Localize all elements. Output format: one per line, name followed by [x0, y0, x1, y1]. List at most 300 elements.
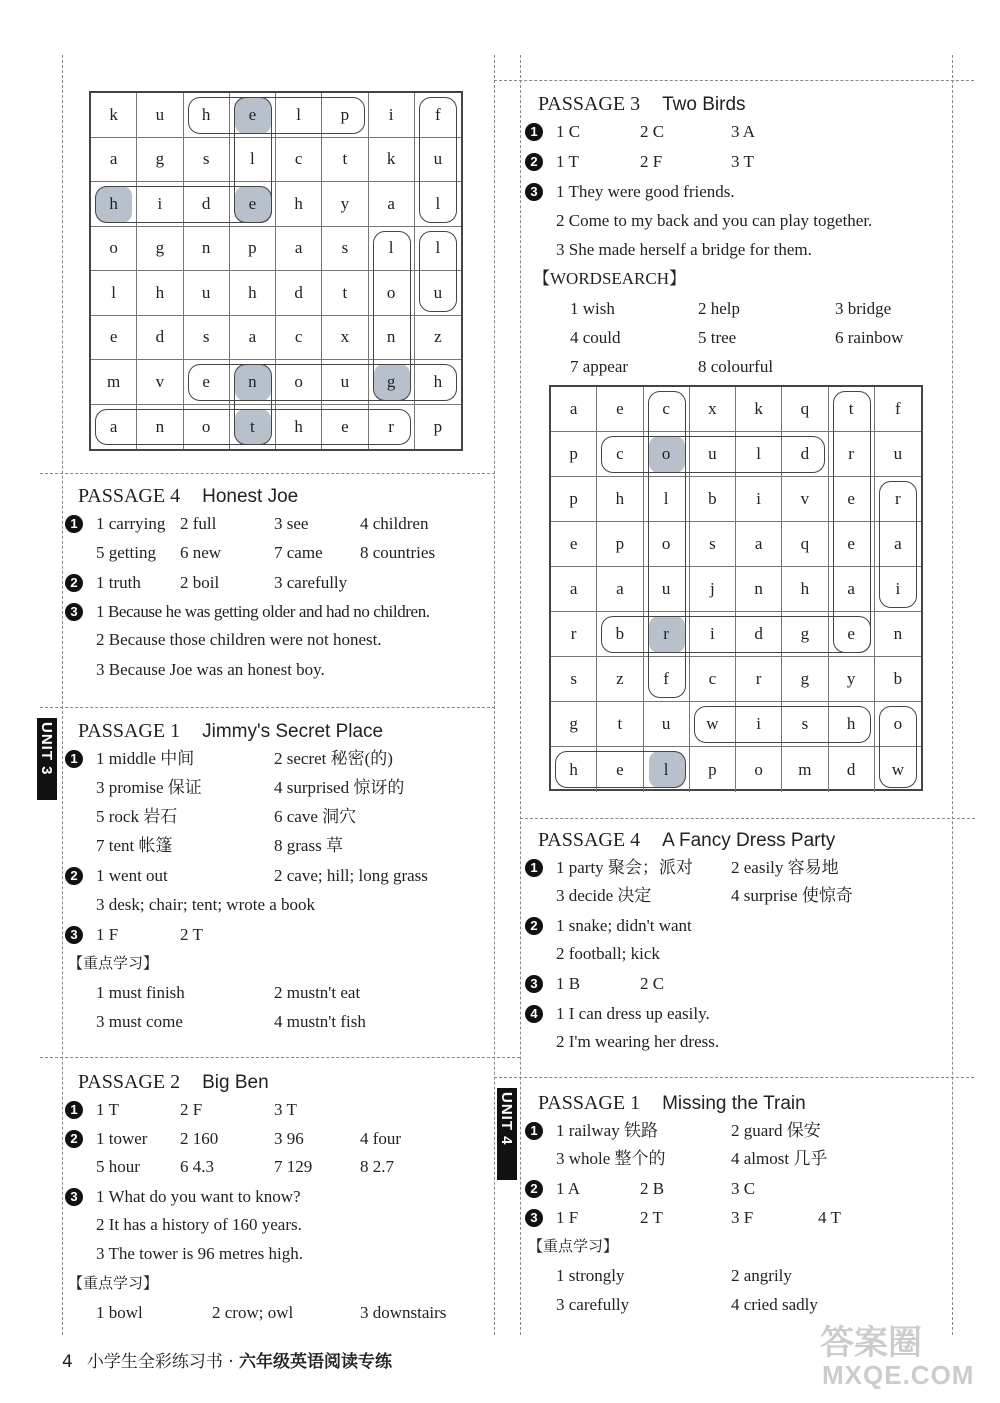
- bullet-2-icon: 2: [65, 1130, 83, 1148]
- bullet-1-icon: 1: [65, 515, 83, 533]
- grid-cell: u: [644, 567, 690, 612]
- unit-3-tab: [37, 718, 57, 800]
- answer-item: 1 T: [96, 1100, 119, 1119]
- passage-name: A Fancy Dress Party: [662, 830, 836, 851]
- grid-cell: p: [322, 93, 368, 138]
- grid-cell: j: [690, 567, 736, 612]
- answer-item: 1 C: [556, 122, 581, 141]
- grid-cell: s: [184, 316, 230, 361]
- grid-cell: w: [891, 759, 905, 779]
- grid-cell: p: [230, 227, 276, 272]
- answer-item: 1 snake; didn't want: [556, 916, 692, 935]
- bullet-4-icon: 4: [525, 1005, 543, 1023]
- word-highlight: [234, 364, 272, 445]
- answer-item: 2 full: [180, 514, 217, 533]
- word-highlight: [879, 481, 917, 608]
- grid-cell: v: [782, 477, 828, 522]
- column-divider-center: [494, 55, 495, 1335]
- answer-item: 2 F: [640, 152, 663, 171]
- grid-cell: d: [276, 271, 322, 316]
- grid-cell: p: [433, 416, 443, 436]
- grid-cell: g: [782, 612, 828, 657]
- grid-cell: i: [875, 567, 921, 612]
- grid-cell: s: [782, 702, 828, 747]
- divider-right-1: [520, 818, 975, 819]
- grid-cell: k: [736, 387, 782, 432]
- answer-item: 3 T: [274, 1100, 297, 1119]
- grid-cell: h: [276, 405, 322, 450]
- grid-cell: t: [829, 387, 875, 432]
- divider-right-top: [494, 80, 974, 81]
- grid-cell: n: [875, 612, 921, 657]
- answer-item: 2 It has a history of 160 years.: [96, 1215, 302, 1234]
- divider-right-2: [494, 1077, 974, 1078]
- answer-item: 4 four: [360, 1129, 402, 1148]
- grid-cell: u: [875, 432, 921, 477]
- grid-cell: t: [597, 702, 643, 747]
- answer-item: 8 countries: [360, 543, 436, 562]
- grid-cell: h: [230, 271, 276, 316]
- passage-name: Big Ben: [202, 1072, 269, 1093]
- grid-cell: a: [276, 227, 322, 272]
- grid-cell: p: [597, 522, 643, 567]
- passage-name: Missing the Train: [662, 1093, 806, 1114]
- answer-item: 1 party 聚会；派对: [556, 858, 693, 877]
- grid-cell: e: [230, 182, 276, 227]
- answer-item: 3 carefully: [274, 573, 348, 592]
- passage-label: PASSAGE 2: [78, 1071, 181, 1093]
- answer-item: 8 2.7: [360, 1157, 394, 1176]
- answer-item: 2 cave; hill; long grass: [274, 866, 428, 885]
- answer-item: 5 tree: [698, 328, 737, 347]
- answer-item: 4 T: [818, 1208, 841, 1227]
- answer-item: 6 new: [180, 543, 222, 562]
- answer-item: 1 F: [556, 1208, 579, 1227]
- answer-item: 3 downstairs: [360, 1303, 447, 1322]
- grid-cell: n: [184, 227, 230, 272]
- grid-cell: u: [644, 702, 690, 747]
- grid-cell: f: [644, 657, 690, 702]
- bullet-1-icon: 1: [65, 750, 83, 768]
- answer-item: 3 see: [274, 514, 309, 533]
- grid-cell: f: [875, 387, 921, 432]
- wordsearch-label: 【WORDSEARCH】: [533, 269, 687, 288]
- answer-item: 7 appear: [570, 357, 629, 376]
- answer-item: 4 cried sadly: [731, 1295, 818, 1314]
- answer-item: 1 A: [556, 1179, 581, 1198]
- answer-item: 1 carrying: [96, 514, 166, 533]
- answer-item: 1 went out: [96, 866, 168, 885]
- answer-item: 4 surprised 惊讶的: [274, 778, 405, 797]
- grid-cell: u: [415, 271, 461, 316]
- grid-cell: m: [91, 360, 137, 405]
- book-title: 六年级英语阅读专练: [239, 1352, 393, 1372]
- answer-item: 1 wish: [570, 299, 615, 318]
- grid-cell: x: [322, 316, 368, 361]
- answer-item: 2 easily 容易地: [731, 858, 839, 877]
- bullet-3-icon: 3: [525, 975, 543, 993]
- grid-cell: o: [184, 405, 230, 450]
- bullet-3-icon: 3: [525, 1209, 543, 1227]
- answer-item: 3 T: [731, 152, 754, 171]
- key-label: 【重点学习】: [68, 954, 159, 972]
- grid-cell: h: [829, 702, 875, 747]
- grid-cell: b: [597, 612, 643, 657]
- answer-item: 3 decide 决定: [556, 886, 652, 905]
- answer-item: 2 guard 保安: [731, 1121, 821, 1140]
- wordsearch-grid-1: [89, 91, 463, 451]
- answer-item: 3 Because Joe was an honest boy.: [96, 660, 325, 679]
- bullet-3-icon: 3: [65, 926, 83, 944]
- grid-cell: e: [230, 93, 276, 138]
- grid-cell: x: [690, 387, 736, 432]
- answer-item: 4 children: [360, 514, 429, 533]
- bullet-3-icon: 3: [65, 1188, 83, 1206]
- grid-cell: o: [644, 522, 690, 567]
- answer-item: 1 railway 铁路: [556, 1121, 658, 1140]
- answer-item: 7 came: [274, 543, 323, 562]
- word-highlight: [95, 186, 272, 223]
- answer-item: 3 must come: [96, 1012, 183, 1031]
- word-highlight: [188, 97, 365, 134]
- grid-cell: c: [690, 657, 736, 702]
- answer-item: 2 B: [640, 1179, 665, 1198]
- unit-4-label: UNIT 4: [498, 1092, 515, 1146]
- grid-cell: o: [875, 702, 921, 747]
- passage-label: PASSAGE 1: [538, 1092, 641, 1114]
- answer-item: 2 I'm wearing her dress.: [556, 1032, 720, 1051]
- grid-cell: n: [137, 405, 183, 450]
- bullet-2-icon: 2: [65, 867, 83, 885]
- passage-label: PASSAGE 1: [78, 720, 181, 742]
- grid-cell: h: [276, 182, 322, 227]
- word-highlight: [694, 706, 871, 743]
- grid-cell: a: [736, 522, 782, 567]
- grid-cell: a: [829, 567, 875, 612]
- bullet-2-icon: 2: [525, 153, 543, 171]
- grid-cell: d: [137, 316, 183, 361]
- answer-item: 2 T: [180, 925, 203, 944]
- answer-item: 3 She made herself a bridge for them.: [556, 240, 812, 259]
- passage-title-jimmy: [78, 720, 383, 743]
- grid-cell: w: [690, 702, 736, 747]
- answer-item: 3 A: [731, 122, 756, 141]
- word-highlight: [419, 97, 457, 223]
- grid-cell: f: [415, 93, 461, 138]
- grid-cell: e: [184, 360, 230, 405]
- grid-cell: t: [322, 271, 368, 316]
- answer-item: 3 C: [731, 1179, 756, 1198]
- key-label: 【重点学习】: [68, 1274, 159, 1292]
- grid-cell: r: [644, 612, 690, 657]
- answer-item: 2 Come to my back and you can play together.: [556, 211, 873, 230]
- grid-cell: h: [597, 477, 643, 522]
- grid-cell: p: [551, 432, 597, 477]
- answer-item: 2 football; kick: [556, 944, 660, 963]
- page-number: 4: [62, 1352, 73, 1372]
- grid-cell: c: [276, 138, 322, 183]
- answer-item: 1 T: [556, 152, 579, 171]
- answer-item: 2 Because those children were not honest.: [96, 630, 382, 649]
- answer-item: 1 Because he was getting older and had no children.: [96, 602, 430, 621]
- grid-cell: e: [551, 522, 597, 567]
- grid-cell: r: [369, 405, 415, 450]
- grid-cell: h: [415, 360, 461, 405]
- answer-item: 3 F: [731, 1208, 754, 1227]
- grid-cell: d: [782, 432, 828, 477]
- grid-cell: a: [369, 182, 415, 227]
- grid-cell: h: [137, 271, 183, 316]
- grid-cell: n: [230, 360, 276, 405]
- answer-item: 2 angrily: [731, 1266, 792, 1285]
- grid-cell: g: [369, 360, 415, 405]
- answer-item: 7 129: [274, 1157, 313, 1176]
- grid-cell: s: [322, 227, 368, 272]
- answer-item: 2 secret 秘密(的): [274, 749, 393, 768]
- grid-cell: p: [551, 477, 597, 522]
- grid-cell: g: [137, 227, 183, 272]
- answer-item: 1 B: [556, 974, 581, 993]
- grid-cell: h: [184, 93, 230, 138]
- bullet-1-icon: 1: [65, 1101, 83, 1119]
- answer-item: 8 grass 草: [274, 836, 343, 855]
- grid-cell: a: [91, 405, 137, 450]
- answer-item: 6 cave 洞穴: [274, 807, 357, 826]
- word-highlight: [601, 616, 871, 653]
- bullet-3-icon: 3: [525, 183, 543, 201]
- page-footer: [62, 1347, 392, 1372]
- column-divider-left: [62, 55, 63, 1335]
- grid-cell: n: [369, 316, 415, 361]
- grid-cell: l: [369, 227, 415, 272]
- grid-cell: a: [875, 522, 921, 567]
- answer-item: 1 must finish: [96, 983, 185, 1002]
- grid-cell: l: [736, 432, 782, 477]
- grid-cell: y: [829, 657, 875, 702]
- grid-cell: a: [551, 387, 597, 432]
- watermark-logo: 答案圈: [820, 1323, 922, 1363]
- grid-cell: p: [690, 747, 736, 792]
- grid-cell: i: [736, 702, 782, 747]
- grid-cell: h: [91, 182, 137, 227]
- answer-item: 3 desk; chair; tent; wrote a book: [96, 895, 316, 914]
- answer-item: 4 mustn't fish: [274, 1012, 366, 1031]
- word-highlight: [601, 436, 824, 473]
- divider-left-2: [40, 707, 495, 708]
- passage-title-big-ben: [78, 1071, 269, 1094]
- grid-cell: o: [91, 227, 137, 272]
- answer-item: 2 mustn't eat: [274, 983, 361, 1002]
- passage-title-fancy-dress: [538, 829, 835, 852]
- grid-cell: h: [551, 747, 597, 792]
- grid-cell: c: [644, 387, 690, 432]
- grid-cell: r: [829, 432, 875, 477]
- grid-cell: s: [690, 522, 736, 567]
- unit-4-tab: [497, 1088, 517, 1180]
- word-highlight: [879, 706, 917, 788]
- grid-cell: c: [597, 432, 643, 477]
- grid-cell: a: [91, 138, 137, 183]
- grid-cell: o: [736, 747, 782, 792]
- grid-cell: b: [690, 477, 736, 522]
- grid-cell: b: [875, 657, 921, 702]
- grid-cell: o: [276, 360, 322, 405]
- answer-item: 1 bowl: [96, 1303, 143, 1322]
- grid-cell: k: [91, 93, 137, 138]
- grid-cell: e: [829, 477, 875, 522]
- grid-cell: c: [276, 316, 322, 361]
- answer-item: 2 help: [698, 299, 741, 318]
- answer-item: 4 could: [570, 328, 621, 347]
- watermark-url: MXQE.COM: [822, 1360, 975, 1390]
- grid-cell: s: [551, 657, 597, 702]
- grid-cell: n: [736, 567, 782, 612]
- answer-item: 3 carefully: [556, 1295, 630, 1314]
- answer-item: 3 promise 保证: [96, 778, 202, 797]
- grid-cell: o: [369, 271, 415, 316]
- grid-cell: e: [322, 405, 368, 450]
- grid-cell: e: [829, 612, 875, 657]
- bullet-1-icon: 1: [525, 123, 543, 141]
- answer-item: 2 T: [640, 1208, 663, 1227]
- bullet-1-icon: 1: [525, 859, 543, 877]
- unit-3-label: UNIT 3: [38, 722, 55, 776]
- passage-title-missing-train: [538, 1092, 806, 1115]
- word-highlight: [188, 364, 458, 401]
- answer-item: 1 What do you want to know?: [96, 1187, 301, 1206]
- grid-cell: r: [736, 657, 782, 702]
- grid-cell: i: [137, 182, 183, 227]
- grid-cell: e: [91, 316, 137, 361]
- grid-cell: q: [782, 387, 828, 432]
- passage-label: PASSAGE 3: [538, 93, 641, 115]
- grid-cell: t: [322, 138, 368, 183]
- divider-left-1: [40, 473, 495, 474]
- answer-item: 7 tent 帐篷: [96, 836, 173, 855]
- grid-cell: u: [137, 93, 183, 138]
- grid-cell: t: [230, 405, 276, 450]
- grid-cell: d: [736, 612, 782, 657]
- bullet-1-icon: 1: [525, 1122, 543, 1140]
- grid-cell: m: [782, 747, 828, 792]
- grid-cell: g: [137, 138, 183, 183]
- answer-item: 1 F: [96, 925, 119, 944]
- grid-cell: i: [736, 477, 782, 522]
- answer-item: 3 bridge: [835, 299, 892, 318]
- key-label: 【重点学习】: [528, 1237, 619, 1255]
- column-divider-center2: [520, 55, 521, 1335]
- grid-cell: l: [91, 271, 137, 316]
- grid-cell: g: [782, 657, 828, 702]
- grid-cell: i: [369, 93, 415, 138]
- grid-cell: q: [782, 522, 828, 567]
- grid-cell: a: [230, 316, 276, 361]
- grid-cell: l: [644, 477, 690, 522]
- grid-cell: a: [551, 567, 597, 612]
- grid-cell: i: [690, 612, 736, 657]
- grid-cell: l: [230, 138, 276, 183]
- bullet-2-icon: 2: [65, 574, 83, 592]
- passage-label: PASSAGE 4: [538, 829, 641, 851]
- grid-cell: l: [276, 93, 322, 138]
- grid-cell: r: [551, 612, 597, 657]
- answer-item: 2 C: [640, 122, 665, 141]
- answer-item: 6 rainbow: [835, 328, 904, 347]
- answer-item: 2 F: [180, 1100, 203, 1119]
- grid-cell: u: [415, 138, 461, 183]
- grid-cell: d: [184, 182, 230, 227]
- bullet-3-icon: 3: [65, 603, 83, 621]
- answer-item: 6 4.3: [180, 1157, 214, 1176]
- word-highlight: [419, 231, 457, 312]
- answer-item: 2 C: [640, 974, 665, 993]
- grid-cell: a: [597, 567, 643, 612]
- wordsearch-grid-2: [549, 385, 923, 791]
- grid-cell: r: [875, 477, 921, 522]
- passage-name: Jimmy's Secret Place: [202, 721, 384, 742]
- divider-left-3: [40, 1057, 520, 1058]
- answer-item: 3 96: [274, 1129, 304, 1148]
- answer-item: 5 getting: [96, 543, 156, 562]
- answer-item: 3 The tower is 96 metres high.: [96, 1244, 303, 1263]
- grid-cell: l: [644, 747, 690, 792]
- grid-cell: e: [829, 522, 875, 567]
- answer-item: 3 whole 整个的: [556, 1149, 666, 1168]
- grid-cell: d: [829, 747, 875, 792]
- word-highlight: [833, 391, 871, 653]
- column-divider-right: [952, 55, 953, 1335]
- answer-item: 5 rock 岩石: [96, 807, 178, 826]
- grid-cell: z: [597, 657, 643, 702]
- grid-cell: o: [644, 432, 690, 477]
- grid-cell: u: [184, 271, 230, 316]
- answer-item: 1 middle 中间: [96, 749, 195, 768]
- answer-item: 1 tower: [96, 1129, 148, 1148]
- word-highlight: [555, 751, 686, 788]
- bullet-2-icon: 2: [525, 1180, 543, 1198]
- grid-cell: e: [597, 387, 643, 432]
- answer-item: 8 colourful: [698, 357, 774, 376]
- answer-item: 4 almost 几乎: [731, 1149, 828, 1168]
- grid-cell: v: [137, 360, 183, 405]
- answer-item: 4 surprise 使惊奇: [731, 886, 853, 905]
- passage-title-honest-joe: [78, 485, 298, 508]
- grid-cell: s: [184, 138, 230, 183]
- answer-item: 1 They were good friends.: [556, 182, 735, 201]
- grid-cell: y: [322, 182, 368, 227]
- answer-item: 5 hour: [96, 1157, 140, 1176]
- series-title: 小学生全彩练习书 ·: [86, 1352, 240, 1372]
- answer-item: 1 strongly: [556, 1266, 625, 1285]
- grid-cell: g: [551, 702, 597, 747]
- bullet-2-icon: 2: [525, 917, 543, 935]
- grid-cell: e: [597, 747, 643, 792]
- answer-item: 2 160: [180, 1129, 219, 1148]
- grid-cell: u: [322, 360, 368, 405]
- passage-label: PASSAGE 4: [78, 485, 181, 507]
- answer-item: 2 boil: [180, 573, 220, 592]
- grid-cell: k: [369, 138, 415, 183]
- passage-name: Two Birds: [662, 94, 746, 115]
- grid-cell: l: [415, 182, 461, 227]
- grid-cell: z: [415, 316, 461, 361]
- answer-item: 1 truth: [96, 573, 141, 592]
- answer-item: 2 crow; owl: [212, 1303, 294, 1322]
- passage-title-two-birds: [538, 93, 746, 116]
- grid-cell: u: [690, 432, 736, 477]
- grid-cell: h: [782, 567, 828, 612]
- grid-cell: l: [415, 227, 461, 272]
